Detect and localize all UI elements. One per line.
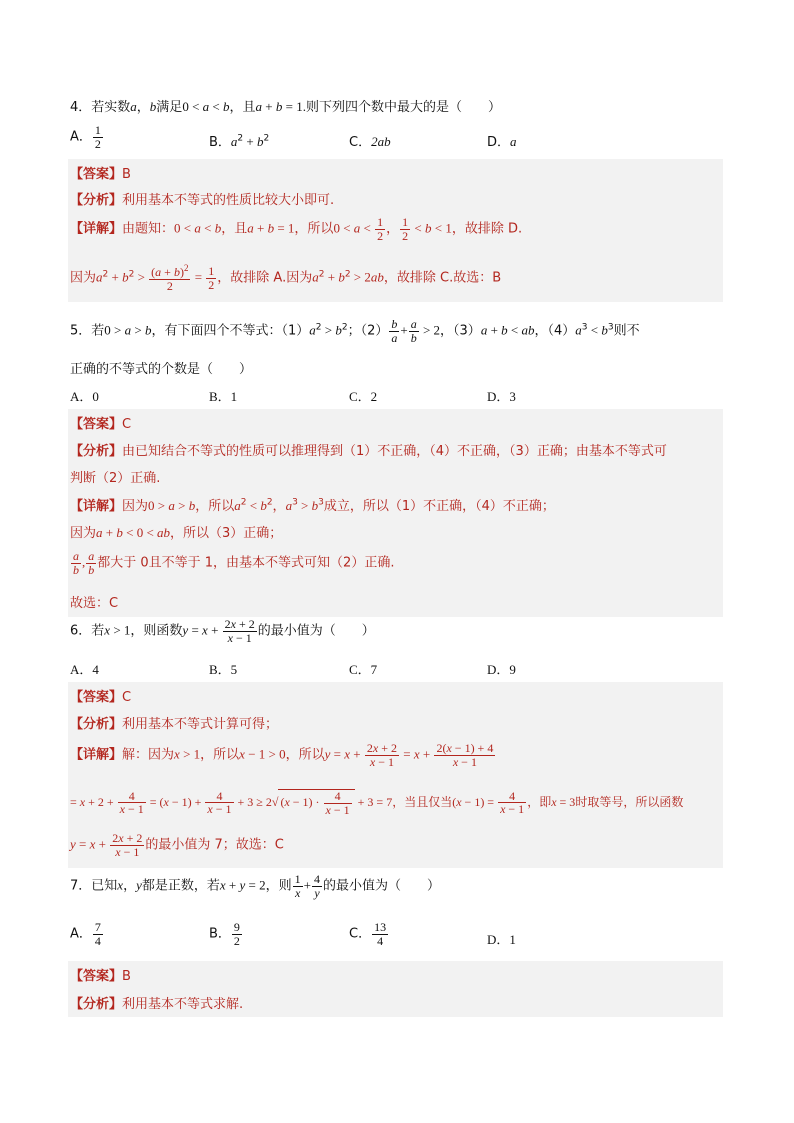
q5-option-c: C．2 (349, 389, 378, 404)
q4-stem: 4．若实数a，b满足0 < a < b，且a + b = 1.则下列四个数中最大的是（ ） (70, 99, 501, 115)
q5-stem-line2: 正确的不等式的个数是（ ） (70, 362, 253, 377)
q4-analysis: 【分析】利用基本不等式的性质比较大小即可. (70, 193, 335, 208)
q5-analysis-line2: 判断（2）正确. (70, 471, 161, 486)
q4-option-a: A． $\frac{1}{2}$ (70, 123, 101, 151)
q4-option-d: D．a (487, 134, 517, 150)
q7-option-d: D．1 (487, 932, 516, 947)
q5-detail-line1: 【详解】因为0 > a > b，所以$a^2 < b^2$，$a^3 > b^3$成立，所以（1）不正确，（4）不正确； (70, 497, 555, 514)
q5-detail-line3: $\frac{a}{b}$ , $\frac{a}{b}$ 都大于 0且不等于 1，由基本不等式可知（2）正确. (73, 549, 395, 577)
q6-detail-line1: 【详解】解：因为x > 1，所以x − 1 > 0，所以y = x + $\frac{2x + 2}{x - 1}$ = x + $\frac{2(x - 1) + 4}{x - 1}$ (70, 741, 494, 769)
q6-option-b: B．5 (209, 662, 238, 677)
q5-stem-line1: 5．若0 > a > b，有下面四个不等式：$(1)a^2 > b^2$；（2） $\frac{b}{a}$ + $\frac{a}{b}$ > 2，（3）a + b < ab，$(4)a^3 < b^3$则不 (70, 317, 640, 345)
q7-analysis: 【分析】利用基本不等式求解. (70, 997, 244, 1012)
q5-detail-line2: 因为a + b < 0 < ab，所以（3）正确； (70, 525, 283, 541)
q4-option-b: B．$a^2 + b^2$ (209, 133, 270, 150)
q5-option-b: B．1 (209, 389, 238, 404)
q4-detail-line1: 【详解】由题知：0 < a < b，且a + b = 1，所以0 < a < $\frac{1}{2}$ ， $\frac{1}{2}$ < b < 1，故排除 D. (70, 215, 523, 243)
q5-answer: 【答案】C (70, 417, 132, 432)
q7-stem: 7．已知x，y都是正数，若x + y = 2，则 $\frac{1}{x}$ + $\frac{4}{y}$ 的最小值为（ ） (70, 872, 440, 900)
q7-option-a: A． $\frac{7}{4}$ (70, 920, 101, 948)
q7-option-b: B． $\frac{9}{2}$ (209, 920, 240, 948)
q5-analysis-line1: 【分析】由已知结合不等式的性质可以推理得到（1）不正确，（4）不正确，（3）正确；由基本不等式可 (70, 444, 667, 459)
q6-analysis: 【分析】利用基本不等式计算可得； (70, 717, 279, 732)
q6-option-a: A．4 (70, 662, 99, 677)
q5-option-d: D．3 (487, 389, 516, 404)
q6-detail-line3: y = x + $\frac{2x + 2}{x - 1}$ 的最小值为 7；故选：C (70, 831, 284, 859)
q4-option-c: C．2ab (349, 134, 391, 150)
q4-detail-line2: 因为$a^2 + b^2$ > $\frac{(a + b)^2}{2}$ = $\frac{1}{2}$ ，故排除 A.因为$a^2 + b^2 > 2ab$，故排除 C.故选：B (70, 263, 502, 293)
q7-option-c: C． $\frac{13}{4}$ (349, 920, 387, 948)
q6-detail-line2: = x + 2 + $\frac{4}{x - 1}$ = (x − 1) + $\frac{4}{x - 1}$ + 3 ≥ 2√ (x − 1) · $\frac{4}{x - 1}$ + 3 = 7，当且仅当(x − 1) = $\frac{4}{x - 1}$ ，即x = 3时取等号，所以函数 (70, 788, 684, 817)
q6-stem: 6．若x > 1，则函数y = x + $\frac{2x + 2}{x - 1}$ 的最小值为（ ） (70, 617, 375, 645)
q6-option-c: C．7 (349, 662, 378, 677)
q7-answer: 【答案】B (70, 969, 131, 984)
q5-option-a: A．0 (70, 389, 99, 404)
q4-stem-text: 4．若实数 (70, 100, 131, 115)
q6-option-d: D．9 (487, 662, 516, 677)
q4-answer: 【答案】B (70, 167, 131, 182)
q5-detail-line4: 故选：C (70, 596, 119, 611)
q6-answer: 【答案】C (70, 690, 132, 705)
